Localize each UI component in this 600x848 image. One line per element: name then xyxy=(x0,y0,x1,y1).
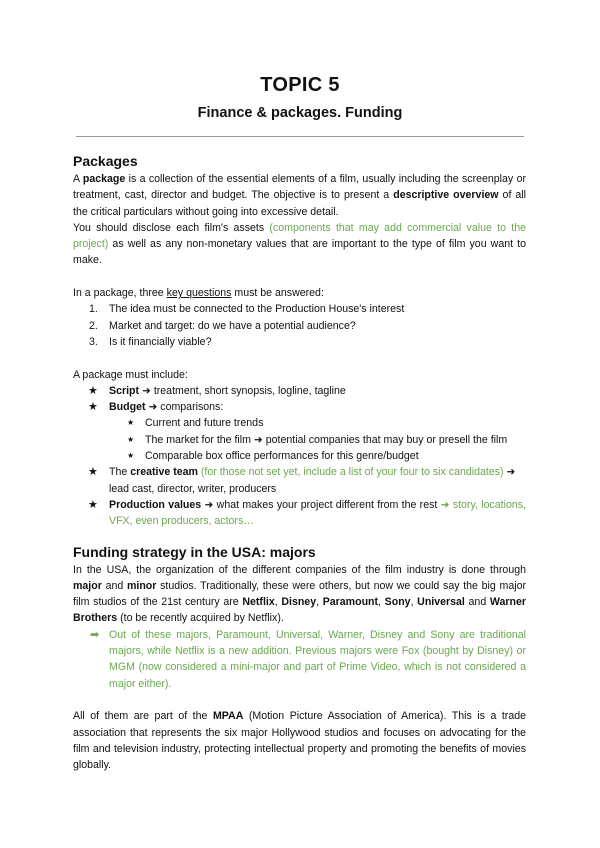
spacer xyxy=(73,269,526,285)
text-run: (Motion Picture Association of America). This is a trade association that represents the six major Hollywood studios and focuses on advocating for the film and television industry, protecting intellectual property and promoting the benefits of movies globally. xyxy=(73,710,526,772)
star-bullet-icon: ★ xyxy=(88,466,98,479)
funding-majors-paragraph xyxy=(73,562,526,627)
bold-studio-name: Warner Brothers xyxy=(73,596,526,625)
list-number: 2. xyxy=(89,319,98,332)
sublist-item-text: The market for the film xyxy=(145,433,254,446)
bold-studio-name: Universal xyxy=(417,596,465,609)
item-text: treatment, short synopsis, logline, tagline xyxy=(150,384,346,397)
green-note: story, locations, VFX, even producers, actors… xyxy=(109,498,526,528)
arrow-right-icon: ➜ xyxy=(204,498,214,511)
list-item xyxy=(73,318,526,334)
small-star-bullet-icon: ★ xyxy=(127,451,135,461)
key-questions-list xyxy=(73,301,526,350)
list-item-budget xyxy=(73,399,526,464)
majors-note xyxy=(73,627,526,692)
packages-assets-paragraph xyxy=(73,220,526,269)
text-run: All of them are part of the xyxy=(73,710,213,723)
package-contents-list xyxy=(73,383,526,530)
arrow-right-icon: ➜ xyxy=(141,384,151,397)
sublist-item-text: Current and future trends xyxy=(145,417,264,430)
text-run: A xyxy=(73,173,83,185)
bold-term-mpaa: MPAA xyxy=(212,710,244,723)
arrow-right-bullet-icon: ➡ xyxy=(90,628,100,641)
packages-definition-paragraph xyxy=(73,171,526,220)
small-star-bullet-icon: ★ xyxy=(127,434,135,444)
text-run: , xyxy=(410,596,418,609)
star-bullet-icon: ★ xyxy=(88,498,98,511)
bold-studio-name: Sony xyxy=(384,596,411,609)
text-run: and xyxy=(464,596,490,609)
list-number: 3. xyxy=(89,335,98,348)
small-star-bullet-icon: ★ xyxy=(127,418,135,428)
bold-term: minor xyxy=(126,579,157,592)
text-run: is a collection of the essential elements of a film, usually including the screenplay or treatment, cast, director and budget. The objective is to present a xyxy=(73,173,526,202)
text-run: and xyxy=(101,579,127,592)
item-text: what makes your project different from the rest xyxy=(213,498,441,511)
green-note: (for those not set yet, include a list of your four to six candidates) xyxy=(197,466,507,479)
item-label: Budget xyxy=(109,401,146,414)
star-bullet-icon: ★ xyxy=(88,401,98,414)
title-divider xyxy=(76,136,524,137)
section-heading-packages: Packages xyxy=(73,153,138,169)
text-run: as well as any non-monetary values that are important to the type of film you want to make. xyxy=(73,238,526,267)
page-title: TOPIC 5 xyxy=(260,74,340,96)
item-text: lead cast, director, writer, producers xyxy=(109,482,277,495)
list-item-text: The idea must be connected to the Production House's interest xyxy=(109,303,405,316)
arrow-right-icon: ➜ xyxy=(148,401,158,414)
bold-studio-name: Disney xyxy=(281,596,317,609)
arrow-right-icon: ➜ xyxy=(506,466,516,479)
sublist-item xyxy=(109,448,526,464)
bold-term-package: package xyxy=(82,173,126,185)
sublist-item xyxy=(109,415,526,431)
page-subtitle: Finance & packages. Funding xyxy=(197,105,403,121)
item-text: comparisons: xyxy=(157,401,224,414)
text-run: The xyxy=(109,466,131,479)
text-run: must be answered: xyxy=(231,287,324,300)
green-note: Out of these majors, Paramount, Universal, Warner, Disney and Sony are traditional majors, while Netflix is a new addition. Previous majors were Fox (bought by Disney) or MGM (now considered a mini-major and part of Prime Video, which is not considered a major either). xyxy=(109,628,526,690)
list-number: 1. xyxy=(89,303,98,316)
text-run: studios. Traditionally, these were others, but now we could say the big major film studios of the 21st century are xyxy=(73,579,527,609)
text-run: , xyxy=(378,596,385,609)
bold-term-descriptive-overview: descriptive overview xyxy=(393,189,499,202)
include-intro: A package must include: xyxy=(73,368,188,381)
questions-intro xyxy=(73,285,526,301)
document-body xyxy=(73,150,526,773)
underlined-key-questions: key questions xyxy=(166,287,232,300)
text-run: In the USA, the organization of the different companies of the film industry is done through xyxy=(73,563,526,576)
list-item-production-values xyxy=(73,497,526,530)
text-run: In a package, three xyxy=(73,287,167,300)
list-item-text: Is it financially viable? xyxy=(109,335,212,348)
budget-sublist xyxy=(109,415,526,464)
bold-term: major xyxy=(73,579,102,592)
item-label: creative team xyxy=(130,466,198,479)
sublist-item xyxy=(109,432,526,448)
list-item xyxy=(73,334,526,350)
item-label: Production values xyxy=(109,498,202,511)
text-run: (to be recently acquired by Netflix). xyxy=(117,612,284,625)
spacer xyxy=(73,350,526,366)
star-bullet-icon: ★ xyxy=(88,384,98,397)
sublist-item-text: Comparable box office performances for this genre/budget xyxy=(145,450,419,463)
list-item xyxy=(73,301,526,317)
section-heading-funding: Funding strategy in the USA: majors xyxy=(73,543,316,560)
spacer xyxy=(73,692,526,708)
green-note: (components that may add commercial value to the project) xyxy=(73,221,526,251)
bold-studio-name: Paramount xyxy=(322,596,379,609)
mpaa-paragraph xyxy=(73,708,526,773)
text-run: , xyxy=(316,596,323,609)
item-label: Script xyxy=(109,384,140,397)
list-item-creative-team xyxy=(73,464,526,497)
list-item-text: Market and target: do we have a potential audience? xyxy=(109,319,356,332)
text-run: of all the critical particulars without going into excessive detail. xyxy=(73,189,527,218)
arrow-right-icon: ➜ xyxy=(253,433,263,446)
text-run: You should disclose each film's assets xyxy=(73,221,270,234)
text-run: , xyxy=(274,596,282,609)
arrow-right-icon: ➜ xyxy=(440,498,450,511)
sublist-item-text: potential companies that may buy or presell the film xyxy=(262,433,508,446)
bold-studio-name: Netflix xyxy=(242,596,275,609)
list-item-script xyxy=(73,383,526,399)
